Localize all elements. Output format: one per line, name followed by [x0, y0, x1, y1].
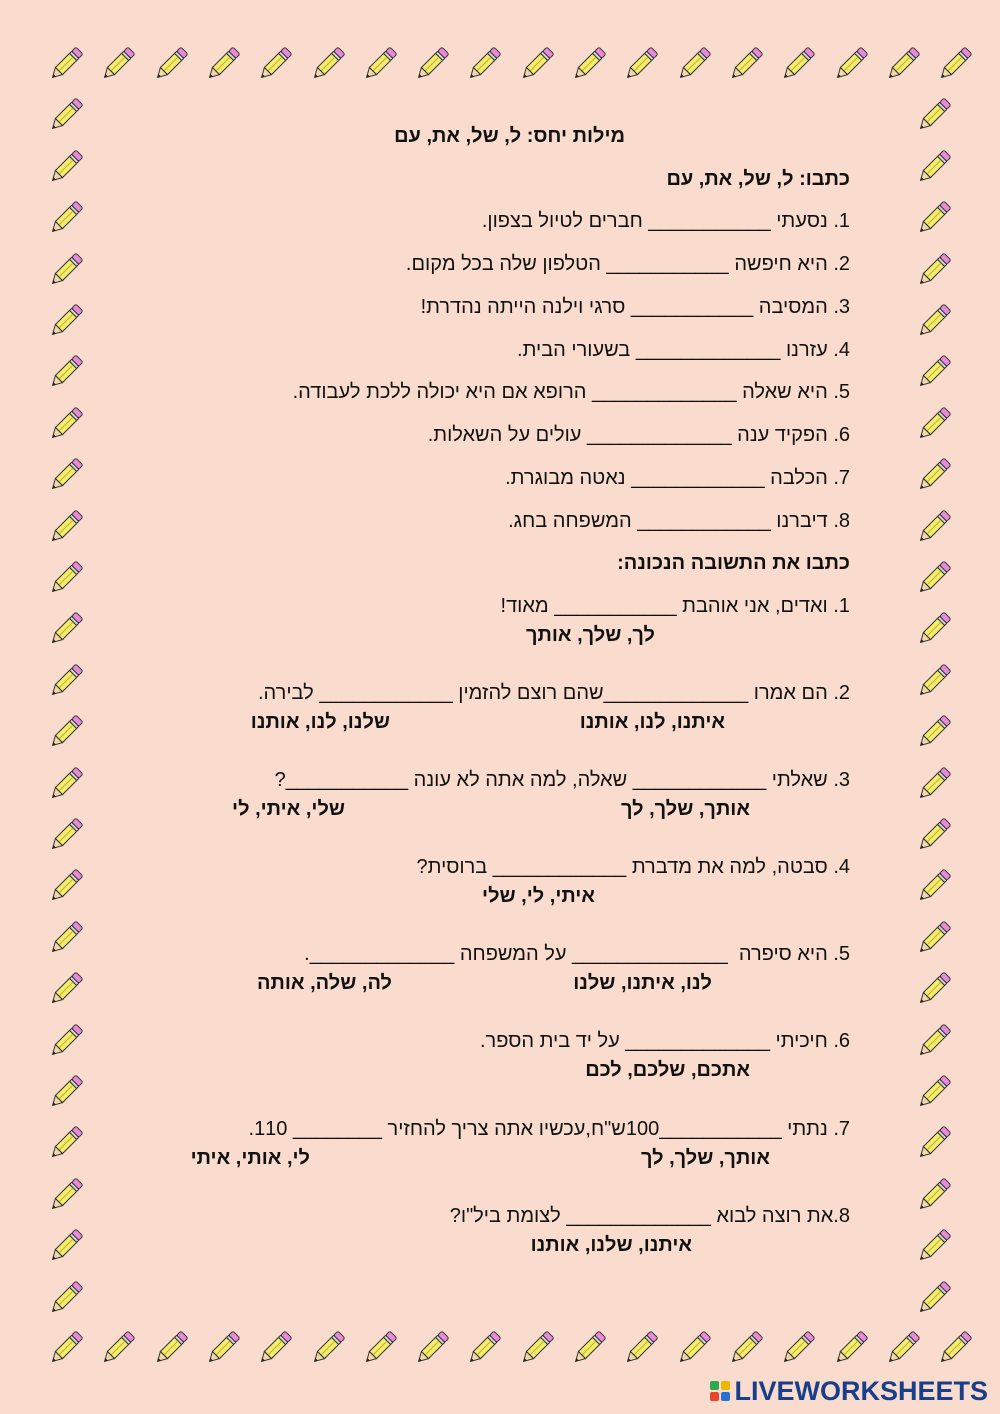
- pencil-icon: [44, 1326, 88, 1370]
- pencil-icon: [149, 42, 193, 86]
- pencil-icon: [912, 864, 956, 908]
- exercise2-sentence: 2. הם אמרו _____________שהם רוצם להזמין ____________ לבירה.: [258, 682, 850, 704]
- pencil-icon: [44, 402, 88, 446]
- pencil-icon: [724, 1326, 768, 1370]
- pencil-icon: [44, 813, 88, 857]
- pencil-icon: [912, 453, 956, 497]
- pencil-icon: [912, 1173, 956, 1217]
- pencil-icon: [44, 299, 88, 343]
- pencil-icon: [306, 1326, 350, 1370]
- exercise2-sentence: 6. חיכיתי _____________ על יד בית הספר.: [479, 1030, 850, 1052]
- exercise1-item: 4. עזרנו _____________ בשעורי הבית.: [517, 339, 850, 361]
- pencil-icon: [44, 607, 88, 651]
- exercise2-options: לנו, איתנו, שלנו: [573, 972, 712, 994]
- pencil-icon: [253, 1326, 297, 1370]
- pencil-icon: [44, 145, 88, 189]
- liveworksheets-logo[interactable]: [710, 1374, 988, 1408]
- pencil-icon: [829, 42, 873, 86]
- pencil-icon: [44, 556, 88, 600]
- pencil-icon: [912, 710, 956, 754]
- pencil-icon: [44, 350, 88, 394]
- exercise2-sentence: 8.את רוצה לבוא _____________ לצומת ביל"ו?: [449, 1205, 850, 1227]
- exercise2-options: אתכם, שלכם, לכם: [585, 1059, 750, 1081]
- exercise2-options: שלי, איתי, לי: [232, 798, 345, 820]
- pencil-icon: [410, 42, 454, 86]
- pencil-icon: [44, 1224, 88, 1268]
- pencil-icon: [462, 42, 506, 86]
- pencil-icon: [44, 710, 88, 754]
- pencil-icon: [912, 607, 956, 651]
- exercise2-options: לי, אותי, איתי: [190, 1147, 310, 1169]
- pencil-icon: [567, 42, 611, 86]
- pencil-icon: [44, 505, 88, 549]
- pencil-icon: [44, 864, 88, 908]
- exercise1-item: 7. הכלבה ____________ נאטה מבוגרת.: [505, 467, 850, 489]
- exercise1-item: 5. היא שאלה _____________ הרופא אם היא יכולה ללכת לעבודה.: [292, 381, 850, 403]
- pencil-icon: [912, 402, 956, 446]
- pencil-icon: [619, 1326, 663, 1370]
- pencil-icon: [306, 42, 350, 86]
- pencil-icon: [912, 1276, 956, 1320]
- pencil-icon: [567, 1326, 611, 1370]
- pencil-icon: [44, 248, 88, 292]
- pencil-icon: [933, 42, 977, 86]
- pencil-icon: [201, 42, 245, 86]
- exercise2-options: אותך, שלך, לך: [620, 798, 750, 820]
- pencil-icon: [912, 762, 956, 806]
- pencil-icon: [912, 299, 956, 343]
- exercise2-options: שלנו, לנו, אותנו: [250, 711, 390, 733]
- logo-mark-icon: [710, 1381, 730, 1401]
- exercise2-options: איתנו, שלנו, אותנו: [530, 1234, 692, 1256]
- pencil-icon: [776, 42, 820, 86]
- exercise2-options: איתנו, לנו, אותנו: [579, 711, 725, 733]
- pencil-icon: [96, 42, 140, 86]
- pencil-icon: [515, 1326, 559, 1370]
- section2-instruction: כתבו את התשובה הנכונה:: [617, 552, 850, 574]
- pencil-icon: [912, 1224, 956, 1268]
- exercise2-sentence: 3. שאלתי ____________ שאלה, למה אתה לא עונה ___________?: [274, 769, 850, 791]
- exercise2-options: לך, שלך, אותך: [525, 624, 655, 646]
- pencil-icon: [933, 1326, 977, 1370]
- pencil-icon: [912, 145, 956, 189]
- pencil-icon: [253, 42, 297, 86]
- exercise1-item: 2. היא חיפשה ___________ הטלפון שלה בכל מקום.: [405, 253, 850, 275]
- pencil-icon: [44, 762, 88, 806]
- pencil-icon: [912, 196, 956, 240]
- pencil-icon: [462, 1326, 506, 1370]
- pencil-icon: [44, 453, 88, 497]
- pencil-icon: [912, 556, 956, 600]
- exercise2-sentence: 7. נתתי ___________100ש"ח,עכשיו אתה צריך להחזיר ________ 110.: [248, 1118, 850, 1140]
- pencil-icon: [44, 916, 88, 960]
- pencil-icon: [619, 42, 663, 86]
- pencil-icon: [912, 1070, 956, 1114]
- pencil-icon: [776, 1326, 820, 1370]
- pencil-icon: [96, 1326, 140, 1370]
- brand-name: LIVEWORKSHEETS: [734, 1375, 988, 1406]
- exercise1-item: 1. נסעתי ___________ חברים לטיול בצפון.: [481, 210, 850, 232]
- pencil-icon: [912, 93, 956, 137]
- exercise2-sentence: 1. ואדים, אני אוהבת ___________ מאוד!: [500, 595, 850, 617]
- pencil-icon: [44, 42, 88, 86]
- pencil-icon: [724, 42, 768, 86]
- pencil-icon: [912, 350, 956, 394]
- pencil-icon: [44, 1019, 88, 1063]
- pencil-icon: [829, 1326, 873, 1370]
- exercise2-options: איתי, לי, שלי: [482, 885, 595, 907]
- pencil-icon: [44, 1276, 88, 1320]
- pencil-icon: [881, 42, 925, 86]
- pencil-icon: [912, 659, 956, 703]
- pencil-icon: [672, 1326, 716, 1370]
- pencil-icon: [149, 1326, 193, 1370]
- pencil-icon: [44, 196, 88, 240]
- exercise2-sentence: 4. סבטה, למה את מדברת ____________ ברוסית?: [416, 856, 850, 878]
- pencil-icon: [201, 1326, 245, 1370]
- exercise1-item: 6. הפקיד ענה _____________ עולים על השאלות.: [427, 424, 850, 446]
- pencil-icon: [44, 1121, 88, 1165]
- pencil-icon: [44, 659, 88, 703]
- pencil-icon: [912, 967, 956, 1011]
- pencil-icon: [912, 248, 956, 292]
- pencil-icon: [912, 1019, 956, 1063]
- pencil-icon: [44, 1070, 88, 1114]
- exercise1-item: 3. המסיבה ___________ סרגי וילנה הייתה נהדרת!: [420, 296, 850, 318]
- pencil-icon: [358, 1326, 402, 1370]
- pencil-icon: [358, 42, 402, 86]
- pencil-icon: [410, 1326, 454, 1370]
- page-title: מילות יחס: ל, של, את, עם: [394, 125, 625, 147]
- pencil-icon: [912, 813, 956, 857]
- pencil-icon: [515, 42, 559, 86]
- pencil-icon: [672, 42, 716, 86]
- section1-instruction: כתבו: ל, של, את, עם: [666, 168, 850, 190]
- exercise2-options: אותך, שלך, לך: [640, 1147, 770, 1169]
- pencil-icon: [912, 916, 956, 960]
- exercise2-sentence: 5. היא סיפרה ______________ על המשפחה _____________.: [304, 943, 850, 965]
- pencil-icon: [881, 1326, 925, 1370]
- pencil-icon: [44, 1173, 88, 1217]
- pencil-icon: [912, 1121, 956, 1165]
- exercise2-options: לה, שלה, אותה: [257, 972, 392, 994]
- pencil-icon: [912, 505, 956, 549]
- pencil-icon: [44, 93, 88, 137]
- pencil-icon: [44, 967, 88, 1011]
- exercise1-item: 8. דיברנו ____________ המשפחה בחג.: [508, 510, 850, 532]
